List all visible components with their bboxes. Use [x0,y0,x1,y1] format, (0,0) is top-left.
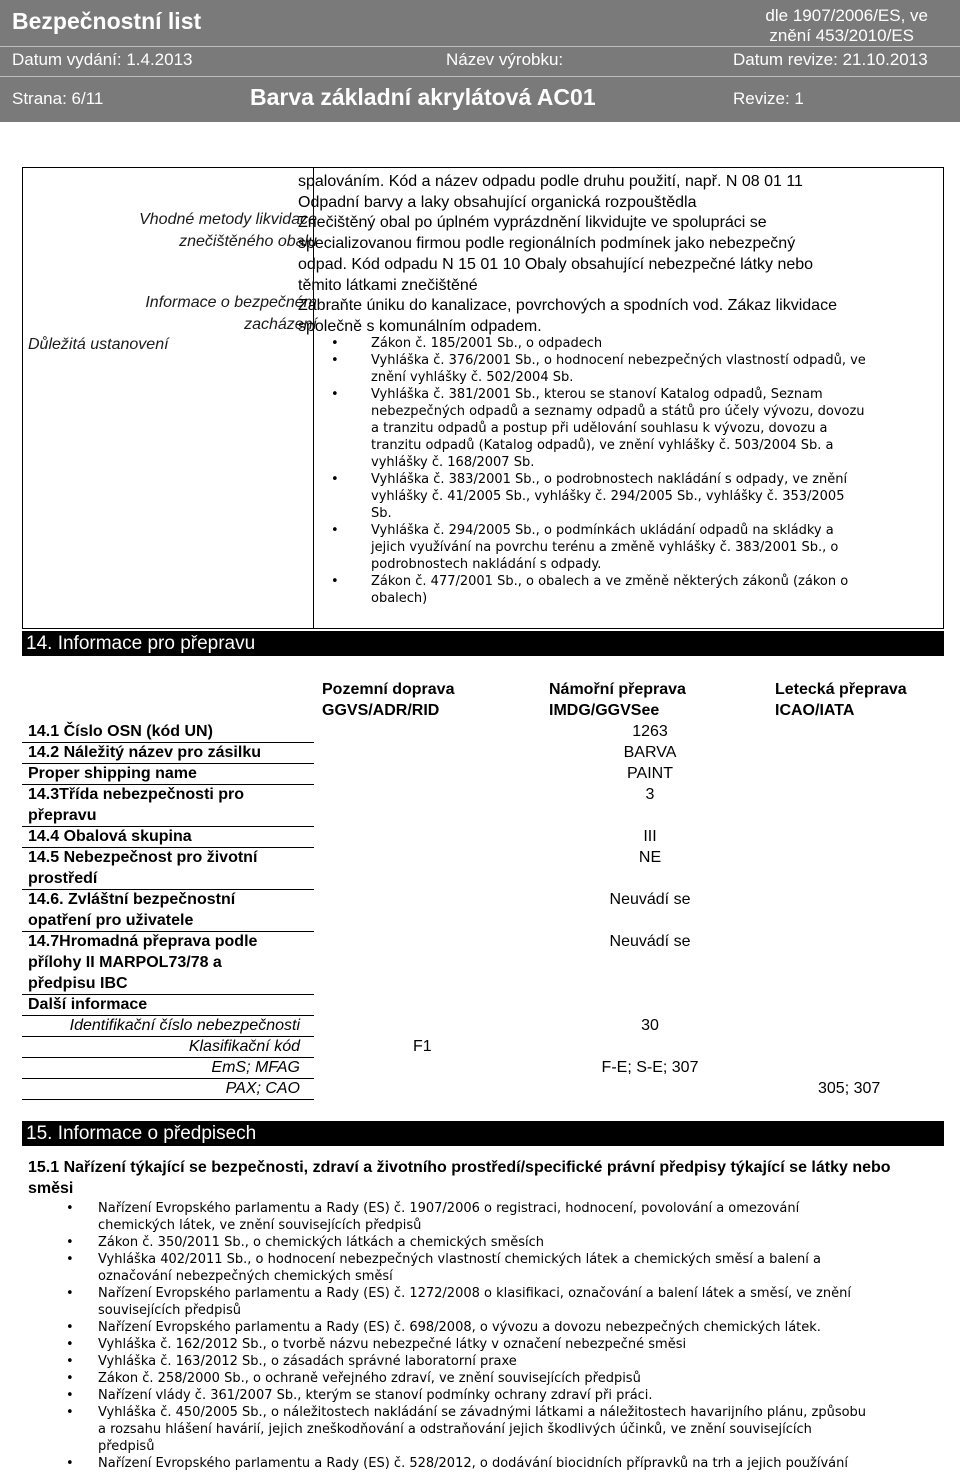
row-label-packing-group: 14.4 Obalová skupina [28,828,192,845]
row-label-shipping-name: 14.2 Náležitý název pro zásilku [28,744,261,761]
list-item: • Zákon č. 477/2001 Sb., o obalech a ve změně některých zákonů (zákon o obalech) [331,573,866,607]
header-divider [0,46,960,47]
header-divider [0,76,960,77]
column-header-sea: Námořní přeprava [549,681,686,698]
list-item: • Vyhláška 402/2011 Sb., o hodnocení nebezpečných vlastností chemických látek a chemických směsí a balení a označování nebezpečných chemických směsí [66,1251,866,1285]
row-label-special-precautions: 14.6. Zvláštní bezpečnostní [28,891,236,908]
list-item: • Vyhláška č. 450/2005 Sb., o náležitostech nakládání se závadnými látkami a náležitostech havarijního plánu, způsobu a rozsahu hlášení havárií, jejich zneškodňování a odstraňování jejich škodlivých účinků, ve znění souvisejících předpisů [66,1404,866,1455]
row-label-bulk-transport: přílohy II MARPOL73/78 a [28,954,222,971]
row-label-bulk-transport: 14.7Hromadná přeprava podle [28,933,258,950]
packaging-text-line: specializovanou firmou podle regionálních podmínek jako nebezpečný [298,235,796,252]
row-label-other-information: Další informace [28,996,148,1013]
list-item: • Zákon č. 258/2000 Sb., o ochraně veřejného zdraví, ve znění souvisejících předpisů [66,1370,866,1387]
column-header-air: Letecká přeprava [775,681,907,698]
waste-text-line: spalováním. Kód a název odpadu podle druhu použití, např. N 08 01 11 [298,173,803,190]
section-15-heading: 15. Informace o předpisech [22,1121,944,1146]
safety-text-line: Zabraňte úniku do kanalizace, povrchových a spodních vod. Zákaz likvidace [298,297,837,314]
waste-text-line: Odpadní barvy a laky obsahující organická rozpouštědla [298,194,697,211]
packaging-disposal-label: Vhodné metody likvidace [139,211,317,228]
column-header-road-code: GGVS/ADR/RID [322,702,440,719]
list-item: • Zákon č. 185/2001 Sb., o odpadech [331,335,866,352]
packaging-disposal-label: znečištěného obalu [179,233,317,250]
proper-shipping-name-value: PAINT [627,765,673,782]
row-label-hazard-id-number: Identifikační číslo nebezpečnosti [69,1017,300,1034]
row-label-pax-cao: PAX; CAO [225,1080,300,1097]
hazard-id-number-value: 30 [641,1017,659,1034]
row-label-hazard-class: přepravu [28,807,97,824]
row-label-special-precautions: opatření pro uživatele [28,912,194,929]
regulation-reference-line2: znění 453/2010/ES [769,26,914,45]
row-label-hazard-class: 14.3Třída nebezpečnosti pro [28,786,245,803]
hazard-class-value: 3 [645,786,655,803]
packaging-text-line: odpad. Kód odpadu N 15 01 10 Obaly obsahující nebezpečné látky nebo [298,256,814,273]
ems-mfag-value: F-E; S-E; 307 [601,1059,699,1076]
shipping-name-value: BARVA [623,744,677,761]
safety-text-line: společně s komunálním odpadem. [298,318,542,335]
list-item: • Nařízení Evropského parlamentu a Rady (ES) č. 1907/2006 o registraci, hodnocení, povolování a omezování chemických látek, ve znění souvisejících předpisů [66,1200,866,1234]
row-label-environmental-hazard: 14.5 Nebezpečnost pro životní [28,849,258,866]
column-header-road: Pozemní doprava [322,681,455,698]
row-label-environmental-hazard: prostředí [28,870,98,887]
list-item: • Vyhláška č. 294/2005 Sb., o podmínkách ukládání odpadů na skládky a jejich využívání na povrchu terénu a změně vyhlášky č. 383/2001 Sb., o podrobnostech nakládání s odpady. [331,522,866,573]
environmental-hazard-value: NE [638,849,662,866]
list-item: • Nařízení vlády č. 361/2007 Sb., kterým se stanoví podmínky ochrany zdraví při práci. [66,1387,866,1404]
list-item: • Vyhláška č. 163/2012 Sb., o zásadách správné laboratorní praxe [66,1353,866,1370]
list-item: • Nařízení Evropského parlamentu a Rady (ES) č. 698/2008, o vývozu a dovozu nebezpečných chemických látek. [66,1319,866,1336]
packaging-text-line: těmito látkami znečištěné [298,277,478,294]
list-item: • Zákon č. 350/2011 Sb., o chemických látkách a chemických směsích [66,1234,866,1251]
row-label-un-number: 14.1 Číslo OSN (kód UN) [28,723,213,740]
product-name: Barva základní akrylátová AC01 [250,84,596,110]
classification-code-value: F1 [413,1038,432,1055]
row-divider [22,1099,314,1100]
list-item: • Vyhláška č. 383/2001 Sb., o podrobnostech nakládání s odpady, ve znění vyhlášky č. 41/2005 Sb., vyhlášky č. 294/2005 Sb., vyhlášky č. 353/2005 Sb. [331,471,866,522]
page-number: Strana: 6/11 [12,89,104,108]
product-label: Název výrobku: [446,50,564,69]
revision-date: Datum revize: 21.10.2013 [733,50,928,69]
packaging-text-line: Znečištěný obal po úplném vyprázdnění likvidujte ve spolupráci se [298,214,767,231]
list-item: • Nařízení Evropského parlamentu a Rady (ES) č. 528/2012, o dodávání biocidních přípravků na trh a jejich používání [66,1455,866,1472]
regulation-list [66,1200,866,1472]
column-header-sea-code: IMDG/GGVSee [549,702,660,719]
issue-date: Datum vydání: 1.4.2013 [12,50,193,69]
row-label-proper-shipping-name: Proper shipping name [28,765,197,782]
safe-handling-label: Informace o bezpečném [145,294,317,311]
row-label-bulk-transport: předpisu IBC [28,975,128,992]
row-label-classification-code: Klasifikační kód [188,1038,300,1055]
regulation-reference-line1: dle 1907/2006/ES, ve [765,6,928,25]
row-label-ems-mfag: EmS; MFAG [211,1059,300,1076]
safe-handling-label: zacházení [244,316,317,333]
document-title: Bezpečnostní list [12,8,202,34]
pax-cao-value: 305; 307 [818,1080,881,1097]
list-item: • Vyhláška č. 162/2012 Sb., o tvorbě názvu nebezpečné látky v označení nebezpečné směsi [66,1336,866,1353]
bulk-transport-value: Neuvádí se [609,933,691,950]
list-item: • Nařízení Evropského parlamentu a Rady (ES) č. 1272/2008 o klasifikaci, označování a balení látek a směsí, ve znění souvisejících předpisů [66,1285,866,1319]
section-15-subtitle: 15.1 Nařízení týkající se bezpečnosti, zdraví a životního prostředí/specifické právní předpisy týkající se látky nebo směsi [28,1159,891,1197]
document-header [0,0,960,122]
un-number-value: 1263 [632,723,668,740]
law-list [331,335,866,607]
column-header-air-code: ICAO/IATA [775,702,855,719]
section-14-heading: 14. Informace pro přepravu [22,631,944,656]
packing-group-value: III [643,828,657,845]
list-item: • Vyhláška č. 381/2001 Sb., kterou se stanoví Katalog odpadů, Seznam nebezpečných odpadů a seznamy odpadů a států pro účely vývozu, dovozu a tranzitu odpadů a postup při udělování souhlasu k vývozu, dovozu a tranzitu odpadů (Katalog odpadů), ve znění vyhlášky č. 503/2004 Sb. a vyhlášky č. 168/2007 Sb. [331,386,866,471]
revision-number: Revize: 1 [733,89,804,108]
special-precautions-value: Neuvádí se [609,891,691,908]
list-item: • Vyhláška č. 376/2001 Sb., o hodnocení nebezpečných vlastností odpadů, ve znění vyhlášky č. 502/2004 Sb. [331,352,866,386]
important-provisions-label: Důležitá ustanovení [28,336,169,353]
